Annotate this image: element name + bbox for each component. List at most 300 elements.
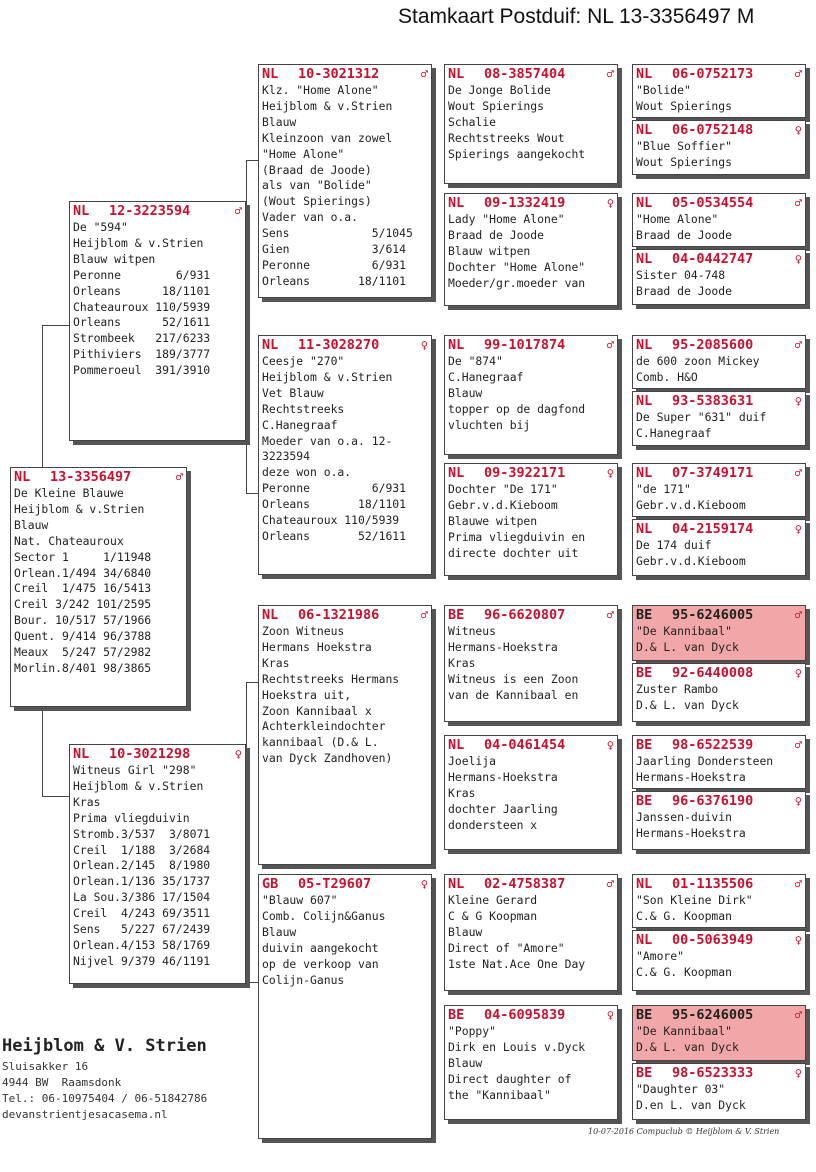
- pigeon-card-header: [633, 392, 805, 410]
- country-code: NL: [448, 66, 465, 82]
- pigeon-info-line: Nat. Chateauroux: [14, 533, 124, 548]
- pigeon-info-line: "Home Alone": [262, 146, 345, 161]
- pigeon-info-line: Hermans-Hoekstra: [448, 769, 558, 784]
- female-symbol-icon: ♀: [794, 666, 802, 680]
- ring-number: 02-4758387: [484, 876, 566, 892]
- pigeon-card: [444, 874, 618, 991]
- pigeon-card-header: [633, 336, 805, 354]
- country-code: NL: [262, 337, 279, 353]
- pigeon-info-line: Creil 1/475 16/5413: [14, 581, 152, 596]
- country-code: NL: [448, 337, 465, 353]
- pigeon-info-line: Zoon Witneus: [262, 624, 345, 638]
- pigeon-card-header: [445, 606, 617, 624]
- connector-line: [246, 160, 258, 161]
- pigeon-info-line: van Dyck Zandhoven): [262, 751, 393, 766]
- pigeon-info-line: Meaux 5/247 57/2982: [14, 645, 152, 660]
- page-title: Stamkaart Postduif: NL 13-3356497 M: [398, 5, 755, 28]
- owner-name: Heijblom & V. Strien: [2, 1036, 207, 1056]
- pigeon-card-header: [633, 121, 805, 139]
- pigeon-card-header: [445, 194, 617, 212]
- pigeon-info-line: vluchten bij: [448, 417, 531, 432]
- pigeon-info-line: Gien 3/614: [262, 242, 407, 257]
- pigeon-card: [632, 391, 806, 446]
- pigeon-info-line: Kleine Gerard: [448, 893, 538, 907]
- pigeon-info-line: Direct of "Amore": [448, 940, 565, 955]
- pigeon-info-line: 1ste Nat.Ace One Day: [448, 956, 586, 971]
- pigeon-info-line: C.& G. Koopman: [636, 964, 733, 979]
- pigeon-info-line: Vader van o.a.: [262, 210, 359, 225]
- pigeon-card: [632, 64, 806, 118]
- pigeon-info-line: Orlean.1/494 34/6840: [14, 565, 152, 580]
- pigeon-info-line: Kras: [73, 794, 101, 809]
- male-symbol-icon: ♂: [420, 608, 428, 622]
- country-code: BE: [636, 793, 653, 809]
- pigeon-info-line: Orlean.4/153 58/1769: [73, 937, 211, 952]
- female-symbol-icon: ♀: [606, 738, 614, 752]
- pigeon-info-line: Direct daughter of: [448, 1071, 572, 1086]
- pigeon-card-header: [70, 745, 245, 763]
- pigeon-card: [258, 335, 432, 575]
- pigeon-info-line: Kras: [448, 785, 476, 800]
- male-symbol-icon: ♂: [794, 738, 802, 752]
- pigeon-card: [444, 335, 618, 455]
- pigeon-info-line: Blauw: [448, 924, 483, 939]
- pigeon-info-line: "Blue Soffier": [636, 139, 733, 153]
- country-code: NL: [636, 393, 653, 409]
- pigeon-info-line: Rechtstreeks Wout: [448, 130, 565, 145]
- male-symbol-icon: ♂: [794, 338, 802, 352]
- pigeon-info-line: Kras: [262, 655, 290, 670]
- ring-number: 06-0752173: [672, 66, 754, 82]
- female-symbol-icon: ♀: [606, 466, 614, 480]
- male-symbol-icon: ♂: [794, 466, 802, 480]
- pigeon-info-line: Dirk en Louis v.Dyck: [448, 1039, 586, 1054]
- country-code: BE: [636, 1065, 653, 1081]
- pigeon-info-line: "Son Kleine Dirk": [636, 893, 753, 907]
- pigeon-info-line: Creil 3/242 101/2595: [14, 597, 152, 612]
- pigeon-card: [632, 874, 806, 928]
- pigeon-info-line: Creil 4/243 69/3511: [73, 906, 211, 921]
- country-code: NL: [636, 122, 653, 138]
- pigeon-info-line: Wout Spierings: [448, 98, 545, 113]
- pigeon-card: [632, 791, 806, 850]
- country-code: BE: [448, 607, 465, 623]
- ring-number: 08-3857404: [484, 66, 566, 82]
- pigeon-info-line: Pommeroeul 391/3910: [73, 363, 211, 378]
- ring-number: 07-3749171: [672, 465, 754, 481]
- pigeon-info-line: Wout Spierings: [636, 98, 733, 113]
- female-symbol-icon: ♀: [794, 933, 802, 947]
- country-code: NL: [636, 251, 653, 267]
- pigeon-info-line: De "874": [448, 354, 503, 368]
- pigeon-info-line: "Amore": [636, 949, 685, 963]
- pigeon-info-line: Blauw: [448, 385, 483, 400]
- ring-number: 13-3356497: [50, 469, 132, 485]
- ring-number: 95-6246005: [672, 1007, 754, 1023]
- pigeon-info-line: Orlean.2/145 8/1980: [73, 858, 211, 873]
- pigeon-info-line: D.& L. van Dyck: [636, 697, 739, 712]
- pigeon-info-line: La Sou.3/386 17/1504: [73, 890, 211, 905]
- pigeon-card-header: [633, 606, 805, 624]
- pigeon-info-line: Witneus is een Zoon: [448, 671, 579, 686]
- ring-number: 04-0461454: [484, 737, 566, 753]
- connector-line: [42, 796, 69, 797]
- pigeon-info-line: De Jonge Bolide: [448, 83, 551, 97]
- pigeon-info-line: Ceesje "270": [262, 354, 345, 368]
- country-code: NL: [262, 607, 279, 623]
- country-code: BE: [448, 1007, 465, 1023]
- owner-email: devanstrientjesacasema.nl: [2, 1108, 168, 1121]
- ring-number: 96-6376190: [672, 793, 754, 809]
- pigeon-card-header: [633, 1064, 805, 1082]
- pigeon-card: [444, 1005, 618, 1120]
- pigeon-card-header: [633, 520, 805, 538]
- pigeon-info-line: Prima vliegduivin: [73, 810, 190, 825]
- pigeon-info-line: "De Kannibaal": [636, 624, 733, 638]
- pigeon-info-line: Hermans-Hoekstra: [448, 639, 558, 654]
- pigeon-card-header: [633, 1006, 805, 1024]
- pigeon-info-line: Hermans-Hoekstra: [636, 825, 746, 840]
- pigeon-info-line: Creil 1/188 3/2684: [73, 842, 211, 857]
- pigeon-card: [444, 193, 618, 306]
- pigeon-card: [258, 874, 432, 1139]
- pigeon-info-line: Prima vliegduivin en: [448, 529, 586, 544]
- ring-number: 06-1321986: [298, 607, 380, 623]
- pigeon-info-line: Rechtstreeks: [262, 401, 345, 416]
- ring-number: 06-0752148: [672, 122, 754, 138]
- male-symbol-icon: ♂: [606, 338, 614, 352]
- pigeon-info-line: Heijblom & v.Strien: [262, 98, 393, 113]
- pigeon-info-line: C & G Koopman: [448, 908, 538, 923]
- pigeon-card-header: [445, 875, 617, 893]
- pigeon-card-header: [259, 65, 431, 83]
- pigeon-info-line: op de verkoop van: [262, 956, 379, 971]
- ring-number: 92-6440008: [672, 665, 754, 681]
- pigeon-info-line: van de Kannibaal en: [448, 687, 579, 702]
- country-code: NL: [448, 195, 465, 211]
- pigeon-info-line: Comb. Colijn&Ganus: [262, 908, 386, 923]
- male-symbol-icon: ♂: [175, 470, 183, 484]
- pigeon-info-line: deze won o.a.: [262, 465, 352, 480]
- pigeon-card: [444, 64, 618, 184]
- pigeon-info-line: Wout Spierings: [636, 154, 733, 169]
- owner-address-line: Sluisakker 16: [2, 1060, 89, 1073]
- male-symbol-icon: ♂: [606, 608, 614, 622]
- country-code: BE: [636, 607, 653, 623]
- pigeon-info-line: "Home Alone": [636, 212, 719, 226]
- male-symbol-icon: ♂: [794, 877, 802, 891]
- ring-number: 09-3922171: [484, 465, 566, 481]
- pigeon-info-line: Heijblom & v.Strien: [262, 369, 393, 384]
- pigeon-info-line: Blauw: [262, 114, 297, 129]
- pigeon-info-line: Orlean.1/136 35/1737: [73, 874, 211, 889]
- ring-number: 98-6522539: [672, 737, 754, 753]
- pigeon-card-header: [633, 875, 805, 893]
- pigeon-info-line: Sister 04-748: [636, 268, 726, 282]
- pigeon-card: [258, 605, 432, 865]
- pigeon-card: [632, 735, 806, 789]
- pigeon-info-line: directe dochter uit: [448, 545, 579, 560]
- country-code: BE: [636, 665, 653, 681]
- country-code: NL: [636, 66, 653, 82]
- pigeon-info-line: Pithiviers 189/3777: [73, 347, 211, 362]
- pigeon-info-line: C.Hanegraaf: [448, 369, 524, 384]
- ring-number: 96-6620807: [484, 607, 566, 623]
- ring-number: 04-6095839: [484, 1007, 566, 1023]
- male-symbol-icon: ♂: [794, 1008, 802, 1022]
- pigeon-info-line: Hermans Hoekstra: [262, 639, 372, 654]
- owner-phone: Tel.: 06-10975404 / 06-51842786: [2, 1092, 208, 1105]
- ring-number: 05-T29607: [298, 876, 372, 892]
- ring-number: 98-6523333: [672, 1065, 754, 1081]
- pigeon-info-line: Sens 5/1045: [262, 226, 413, 241]
- pigeon-card-header: [445, 336, 617, 354]
- ring-number: 05-0534554: [672, 195, 754, 211]
- pigeon-info-line: Orleans 18/1101: [262, 273, 407, 288]
- female-symbol-icon: ♀: [794, 252, 802, 266]
- country-code: NL: [636, 932, 653, 948]
- pigeon-card: [444, 605, 618, 722]
- pigeon-info-line: Orleans 18/1101: [73, 283, 211, 298]
- pigeon-card: [444, 735, 618, 850]
- pigeon-card: [69, 201, 246, 441]
- ring-number: 04-2159174: [672, 521, 754, 537]
- pigeon-card-header: [70, 202, 245, 220]
- pigeon-info-line: Comb. H&O: [636, 369, 698, 384]
- pigeon-info-line: duivin aangekocht: [262, 940, 379, 955]
- country-code: NL: [448, 737, 465, 753]
- country-code: NL: [73, 746, 90, 762]
- pigeon-info-line: Jaarling Dondersteen: [636, 754, 774, 768]
- country-code: BE: [636, 737, 653, 753]
- country-code: BE: [636, 1007, 653, 1023]
- pigeon-info-line: Moeder van o.a. 12-: [262, 433, 393, 448]
- pigeon-info-line: Kleinzoon van zowel: [262, 130, 393, 145]
- pigeon-info-line: De Super "631" duif: [636, 410, 767, 424]
- pigeon-info-line: Blauwe witpen: [448, 513, 538, 528]
- pigeon-info-line: Stromb.3/537 3/8071: [73, 826, 211, 841]
- male-symbol-icon: ♂: [794, 67, 802, 81]
- ring-number: 12-3223594: [109, 203, 191, 219]
- pigeon-info-line: Gebr.v.d.Kieboom: [636, 553, 746, 568]
- pigeon-info-line: D.en L. van Dyck: [636, 1097, 746, 1112]
- pigeon-info-line: Hermans-Hoekstra: [636, 769, 746, 784]
- pigeon-info-line: kannibaal (D.& L.: [262, 735, 379, 750]
- pigeon-info-line: the "Kannibaal": [448, 1087, 551, 1102]
- pigeon-info-line: Sector 1 1/11948: [14, 549, 152, 564]
- ring-number: 10-3021312: [298, 66, 380, 82]
- pigeon-info-line: "Daughter 03": [636, 1082, 726, 1096]
- female-symbol-icon: ♀: [794, 794, 802, 808]
- ring-number: 00-5063949: [672, 932, 754, 948]
- pigeon-info-line: Peronne 6/931: [73, 267, 211, 282]
- pigeon-info-line: de 600 zoon Mickey: [636, 354, 760, 368]
- pigeon-card-header: [445, 464, 617, 482]
- pigeon-info-line: dochter Jaarling: [448, 801, 558, 816]
- connector-line: [246, 493, 258, 494]
- pigeon-info-line: Zuster Rambo: [636, 682, 719, 696]
- pigeon-card-header: [11, 468, 186, 486]
- country-code: NL: [636, 521, 653, 537]
- pigeon-card: [632, 1063, 806, 1120]
- ring-number: 11-3028270: [298, 337, 380, 353]
- pigeon-info-line: Gebr.v.d.Kieboom: [448, 497, 558, 512]
- pigeon-card-header: [633, 736, 805, 754]
- male-symbol-icon: ♂: [794, 608, 802, 622]
- pigeon-card-header: [445, 736, 617, 754]
- pigeon-info-line: Heijblom & v.Strien: [14, 501, 145, 516]
- pigeon-card-header: [633, 664, 805, 682]
- owner-block: [2, 1036, 207, 1123]
- pigeon-info-line: Orleans 52/1611: [73, 315, 211, 330]
- pigeon-info-line: "de 171": [636, 482, 691, 496]
- ring-number: 93-5383631: [672, 393, 754, 409]
- pigeon-info-line: Strombeek 217/6233: [73, 331, 211, 346]
- pigeon-info-line: topper op de dagfond: [448, 401, 586, 416]
- female-symbol-icon: ♀: [794, 394, 802, 408]
- country-code: NL: [636, 337, 653, 353]
- pigeon-info-line: Bour. 10/517 57/1966: [14, 613, 152, 628]
- pigeon-info-line: (Wout Spierings): [262, 194, 372, 209]
- connector-line: [246, 982, 258, 983]
- pigeon-info-line: Braad de Joode: [636, 227, 733, 242]
- pigeon-info-line: Hoekstra uit,: [262, 687, 352, 702]
- pigeon-card-header: [445, 65, 617, 83]
- country-code: NL: [73, 203, 90, 219]
- country-code: NL: [448, 465, 465, 481]
- connector-line: [246, 682, 247, 982]
- pigeon-info-line: Blauw: [262, 924, 297, 939]
- male-symbol-icon: ♂: [606, 67, 614, 81]
- pigeon-card: [258, 64, 432, 298]
- pigeon-card: [632, 519, 806, 576]
- country-code: NL: [14, 469, 31, 485]
- female-symbol-icon: ♀: [606, 1008, 614, 1022]
- pigeon-info-line: Dochter "Home Alone": [448, 259, 586, 274]
- female-symbol-icon: ♀: [794, 522, 802, 536]
- pigeon-card-header: [259, 336, 431, 354]
- female-symbol-icon: ♀: [420, 338, 428, 352]
- pigeon-info-line: Nijvel 9/379 46/1191: [73, 953, 211, 968]
- pigeon-info-line: De Kleine Blauwe: [14, 486, 124, 500]
- pigeon-info-line: "Bolide": [636, 83, 691, 97]
- pigeon-info-line: C.& G. Koopman: [636, 908, 733, 923]
- pigeon-card-header: [633, 250, 805, 268]
- pigeon-info-line: C.Hanegraaf: [636, 425, 712, 440]
- female-symbol-icon: ♀: [606, 196, 614, 210]
- pigeon-info-line: Dochter "De 171": [448, 482, 558, 496]
- female-symbol-icon: ♀: [420, 877, 428, 891]
- pigeon-info-line: Achterkleindochter: [262, 719, 386, 734]
- footer-credit: 10-07-2016 Compuclub © Heijblom & V. Strien: [588, 1127, 780, 1136]
- pigeon-info-line: Blauw: [14, 517, 49, 532]
- ring-number: 01-1135506: [672, 876, 754, 892]
- pigeon-info-line: De "594": [73, 220, 128, 234]
- connector-line: [42, 325, 43, 472]
- country-code: NL: [636, 465, 653, 481]
- connector-line: [246, 160, 247, 493]
- pigeon-card-header: [259, 875, 431, 893]
- pigeon-info-line: Colijn-Ganus: [262, 972, 345, 987]
- pigeon-info-line: Peronne 6/931: [262, 481, 407, 496]
- pigeon-info-line: Blauw witpen: [448, 243, 531, 258]
- pigeon-info-line: Heijblom & v.Strien: [73, 235, 204, 250]
- male-symbol-icon: ♂: [234, 204, 242, 218]
- pigeon-card: [632, 120, 806, 175]
- pigeon-info-line: Peronne 6/931: [262, 257, 407, 272]
- pigeon-card: [632, 463, 806, 517]
- female-symbol-icon: ♀: [794, 1066, 802, 1080]
- pigeon-info-line: Lady "Home Alone": [448, 212, 565, 226]
- pigeon-info-line: Braad de Joode: [636, 283, 733, 298]
- pigeon-info-line: (Braad de Joode): [262, 162, 372, 177]
- country-code: NL: [262, 66, 279, 82]
- pigeon-info-line: Witneus Girl "298": [73, 763, 197, 777]
- pigeon-info-line: Joelija: [448, 754, 497, 768]
- pigeon-card: [444, 463, 618, 576]
- pigeon-info-line: Sens 5/227 67/2439: [73, 922, 211, 937]
- pigeon-info-line: Janssen-duivin: [636, 810, 733, 824]
- pigeon-info-line: Gebr.v.d.Kieboom: [636, 497, 746, 512]
- country-code: GB: [262, 876, 279, 892]
- pigeon-info-line: C.Hanegraaf: [262, 417, 338, 432]
- pigeon-card: [632, 249, 806, 305]
- pigeon-info-line: 3223594: [262, 449, 311, 464]
- male-symbol-icon: ♂: [794, 196, 802, 210]
- pigeon-info-line: "Poppy": [448, 1024, 497, 1038]
- pigeon-card-header: [633, 194, 805, 212]
- pigeon-info-line: Witneus: [448, 624, 497, 638]
- pigeon-info-line: Zoon Kannibaal x: [262, 703, 372, 718]
- ring-number: 10-3021298: [109, 746, 191, 762]
- pigeon-card: [632, 663, 806, 722]
- owner-address-line: 4944 BW Raamsdonk: [2, 1076, 122, 1089]
- female-symbol-icon: ♀: [234, 747, 242, 761]
- pigeon-info-line: Kras: [448, 655, 476, 670]
- pigeon-card: [632, 930, 806, 991]
- pigeon-info-line: "De Kannibaal": [636, 1024, 733, 1038]
- country-code: NL: [448, 876, 465, 892]
- pigeon-info-line: Braad de Joode: [448, 227, 545, 242]
- pigeon-card: [632, 1005, 806, 1061]
- pigeon-info-line: Morlin.8/401 98/3865: [14, 660, 152, 675]
- pigeon-info-line: Moeder/gr.moeder van: [448, 275, 586, 290]
- pigeon-info-line: Orleans 18/1101: [262, 497, 407, 512]
- pigeon-info-line: Rechtstreeks Hermans: [262, 671, 400, 686]
- pigeon-info-line: Heijblom & v.Strien: [73, 778, 204, 793]
- pigeon-info-line: Vet Blauw: [262, 385, 324, 400]
- male-symbol-icon: ♂: [420, 67, 428, 81]
- pigeon-info-line: Blauw: [448, 1055, 483, 1070]
- ring-number: 99-1017874: [484, 337, 566, 353]
- pigeon-info-line: dondersteen x: [448, 817, 538, 832]
- connector-line: [42, 325, 69, 326]
- pigeon-info-line: Blauw witpen: [73, 251, 156, 266]
- country-code: NL: [636, 195, 653, 211]
- female-symbol-icon: ♀: [794, 123, 802, 137]
- pigeon-card-header: [259, 606, 431, 624]
- pigeon-info-line: De 174 duif: [636, 538, 712, 552]
- pigeon-card: [632, 605, 806, 661]
- pigeon-info-line: D.& L. van Dyck: [636, 1039, 739, 1054]
- pigeon-card: [10, 467, 187, 707]
- pigeon-card-header: [633, 464, 805, 482]
- pigeon-card: [632, 335, 806, 389]
- ring-number: 95-2085600: [672, 337, 754, 353]
- pigeon-info-line: Chateauroux 110/5939: [262, 513, 400, 528]
- pigeon-info-line: als van "Bolide": [262, 178, 372, 193]
- pigeon-info-line: Chateauroux 110/5939: [73, 299, 211, 314]
